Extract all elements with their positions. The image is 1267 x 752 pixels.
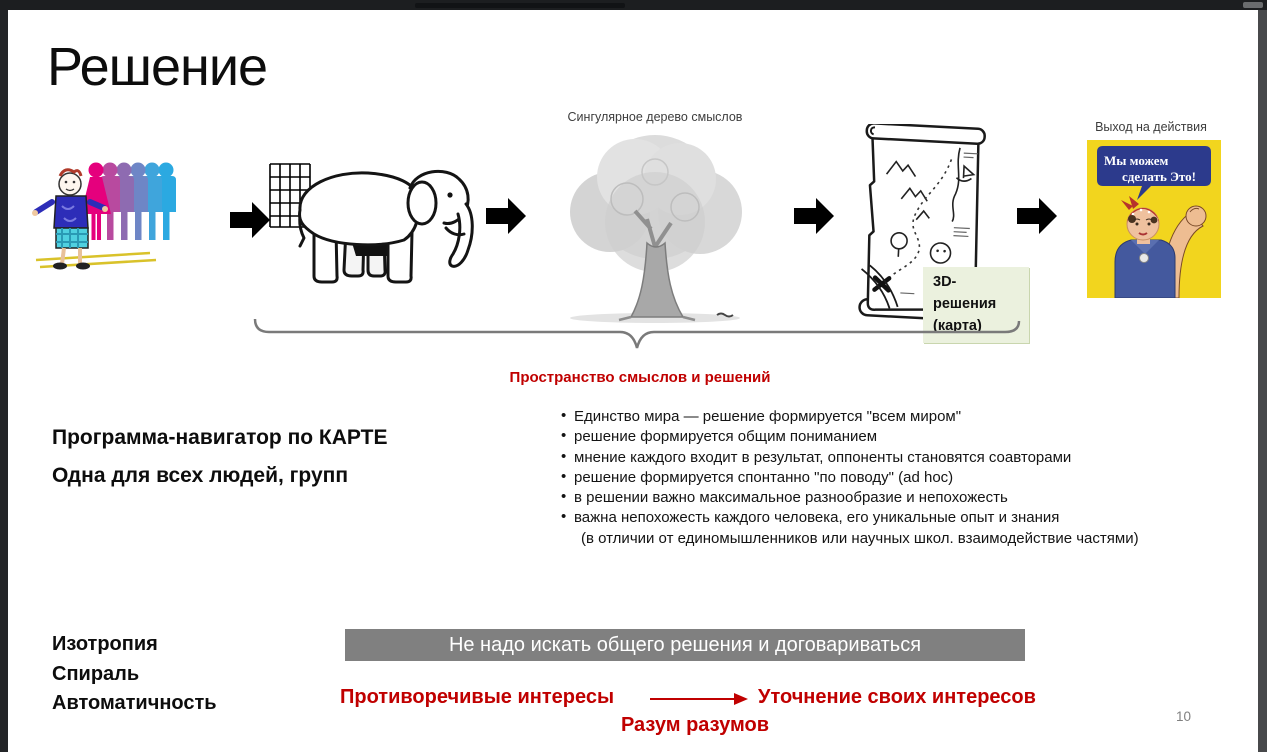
bullet-text: в решении важно максимальное разнообразие и непохожесть	[574, 489, 1008, 507]
bullet-text: (в отличии от единомышленников или научных школ. взаимодействие частями)	[581, 529, 1139, 547]
top-bar-segment	[415, 3, 625, 8]
big-tree-sketch	[535, 127, 775, 327]
bullet-item	[561, 448, 1161, 468]
elephant-with-grid-drawing	[262, 150, 474, 292]
poster-text-line2: сделать Это!	[1122, 169, 1196, 184]
bullet-item	[561, 508, 1161, 528]
bullet-list	[561, 407, 1161, 549]
page-number: 10	[1176, 709, 1192, 724]
map-tag-line1: 3D-решения	[933, 274, 997, 312]
poster-text-line1: Мы можем	[1104, 153, 1169, 168]
bullet-text: мнение каждого входит в результат, оппоненты становятся соавторами	[574, 448, 1072, 466]
banner: Не надо искать общего решения и договариваться	[345, 629, 1025, 661]
page-title: Решение	[47, 37, 268, 97]
under-brace-icon	[252, 315, 1022, 355]
black-right-block-arrow-icon	[1017, 198, 1057, 234]
bullet-item	[561, 427, 1161, 447]
map-tag-line2: (карта)	[933, 317, 982, 334]
tree-label: Сингулярное дерево смыслов	[567, 110, 743, 124]
window-left-edge	[0, 10, 8, 752]
bullet-text: решение формируется спонтанно "по поводу" (ad hoc)	[574, 468, 954, 486]
bullet-item	[561, 468, 1161, 488]
bullet-item	[561, 488, 1161, 508]
bullet-text: важна непохожесть каждого человека, его уникальные опыт и знания	[574, 509, 1060, 527]
keyword-list	[52, 630, 217, 719]
keyword: Спираль	[52, 662, 140, 685]
red-right-arrow-icon	[648, 691, 748, 707]
red-flow-left: Противоречивые интересы	[340, 686, 615, 708]
person-with-crowd-drawing	[32, 146, 180, 272]
brace-label: Пространство смыслов и решений	[509, 369, 771, 386]
navigator-line2: Одна для всех людей, групп	[52, 464, 349, 487]
red-flow-right: Уточнение своих интересов	[758, 686, 1036, 708]
bullet-continuation	[561, 529, 1161, 549]
navigator-line1: Программа-навигатор по КАРТЕ	[52, 426, 388, 449]
bullet-text: решение формируется общим пониманием	[574, 428, 878, 446]
elephant-outline	[300, 171, 473, 282]
red-flow-bottom: Разум разумов	[620, 714, 770, 736]
window-control-button[interactable]	[1243, 2, 1263, 8]
window-right-edge	[1258, 10, 1267, 752]
keyword: Изотропия	[52, 633, 158, 655]
black-right-block-arrow-icon	[486, 198, 526, 234]
bullet-text: Единство мира — решение формируется "всем миром"	[574, 408, 962, 425]
window-top-bar	[0, 0, 1267, 10]
keyword: Автоматичность	[52, 692, 217, 714]
poster-label: Выход на действия	[1095, 120, 1207, 134]
we-can-do-it-poster	[1087, 140, 1221, 298]
bullet-item	[561, 407, 1161, 427]
black-right-block-arrow-icon	[794, 198, 834, 234]
